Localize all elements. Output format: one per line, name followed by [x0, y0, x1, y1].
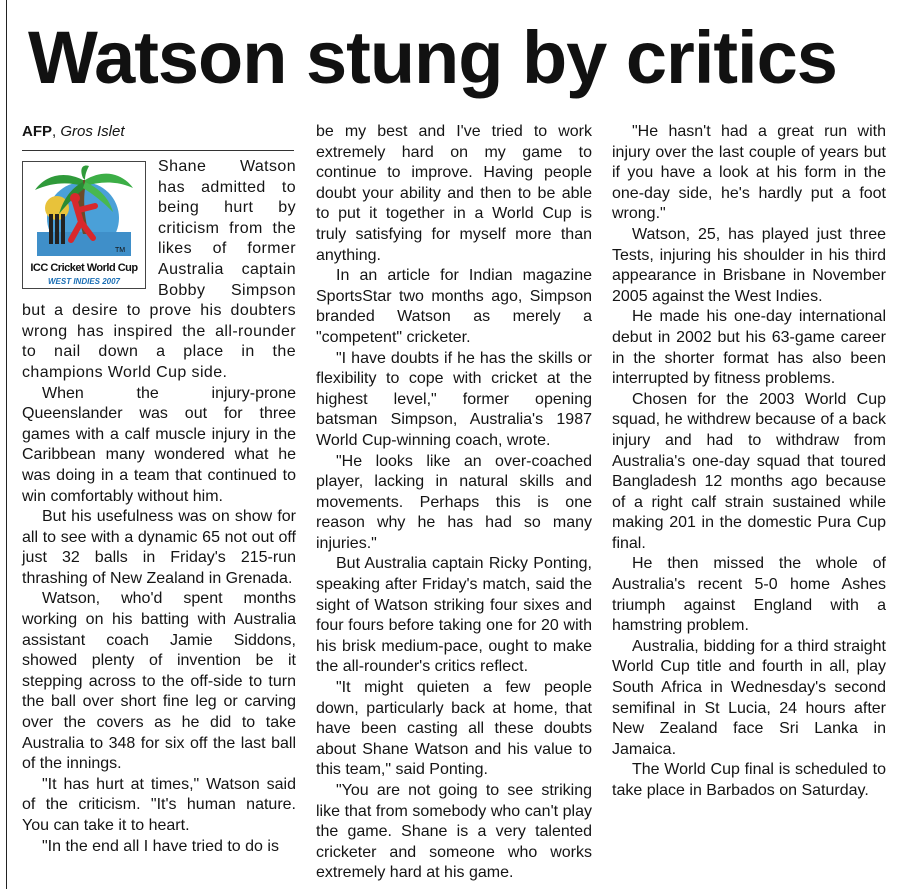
- palm-tree-logo-icon: [23, 162, 145, 258]
- paragraph: "He looks like an over-coached player, lacking in natural skills and movements. Perhaps this is one reason why he has had so many injuries.": [316, 452, 592, 552]
- paragraph: "In the end all I have tried to do is: [42, 837, 279, 855]
- paragraph: "He hasn't had a great run with injury over the last couple of years but if you have a look at his form in the one-day side, he's hardly put a foot wrong.": [612, 123, 886, 223]
- paragraph: But his usefulness was on show for all to see with a dynamic 65 not out off just 32 balls in Friday's 215-run thrashing of New Zealand in Grenada.: [22, 508, 296, 587]
- article-column-1: [22, 122, 296, 857]
- logo-subtitle: WEST INDIES 2007: [47, 277, 121, 286]
- paragraph: "I have doubts if he has the skills or flexibility to cope with cricket at the highest level," former opening batsman Simpson, Australia's 1987 World Cup-winning coach, wrote.: [316, 349, 592, 449]
- paragraph: But Australia captain Ricky Ponting, speaking after Friday's match, said the sight of Watson striking four sixes and four fours before taking one for 20 with his brisk medium-pace, ought to make the all-rounder's critics reflect.: [316, 555, 592, 676]
- paragraph: Watson, who'd spent months working on his batting with Australia assistant coach Jamie Siddons, showed plenty of invention be it stepping across to the off-side to turn the ball over short fine leg or carving over the covers as he did to take Australia to 348 for six off the last ball of the innings.: [22, 590, 296, 773]
- dateline-agency: AFP: [22, 123, 52, 140]
- paragraph: "It might quieten a few people down, particularly back at home, that have been casting all these doubts about Shane Watson and his value to this team," said Ponting.: [316, 679, 592, 779]
- paragraph: When the injury-prone Queenslander was out for three games with a calf muscle injury in the Caribbean many wondered what he was doing in a team that continued to win comfortably without him.: [22, 384, 296, 505]
- paragraph: He then missed the whole of Australia's recent 5-0 home Ashes triumph against England with a hamstring problem.: [612, 555, 886, 635]
- article-column-3: [612, 122, 886, 802]
- dateline-place: Gros Islet: [60, 123, 125, 140]
- paragraph: Australia, bidding for a third straight World Cup title and fourth in all, play South Africa in Wednesday's second semifinal in St Lucia, 24 hours after New Zealand face Sri Lanka in Jamaica.: [612, 637, 886, 758]
- world-cup-logo: [22, 161, 146, 289]
- article-column-2: [316, 122, 592, 884]
- paragraph: Shane Watson has admitted to being hurt by criticism from the likes of former Australia captain Bobby Simpson but a desire to prove his doubters wrong has inspired the all-rounder to nail down a place in the champions World Cup side.: [22, 158, 296, 381]
- paragraph: Chosen for the 2003 World Cup squad, he withdrew because of a back injury and had to withdraw from Australia's one-day squad that toured Bangladesh 12 months ago because of a right calf strain sustained while making 201 in the domestic Pura Cup final.: [612, 390, 886, 552]
- headline: Watson stung by critics: [28, 16, 837, 99]
- trademark-mark: TM: [115, 247, 126, 254]
- paragraph: Watson, 25, has played just three Tests, injuring his shoulder in his third appearance in Brisbane in November 2005 against the West Indies.: [612, 225, 886, 305]
- paragraph: In an article for Indian magazine SportsStar two months ago, Simpson branded Watson as merely a "competent" cricketer.: [316, 267, 592, 346]
- dateline-rule: [22, 150, 294, 151]
- paragraph: "You are not going to see striking like that from somebody who can't play the game. Shane is a very talented cricketer and someone who works extremely hard at his game.: [316, 782, 592, 882]
- left-column-rule: [6, 0, 7, 889]
- dateline: AFP, Gros Islet: [22, 123, 125, 140]
- paragraph: He made his one-day international debut in 2002 but his 63-game career in the shorter format has also been interrupted by fitness problems.: [612, 308, 886, 388]
- paragraph: be my best and I've tried to work extremely hard on my game to continue to improve. Having people doubt your ability and then to be able to put it together in a World Cup is truly satisfying for myself more than anything.: [316, 123, 592, 264]
- logo-title: ICC Cricket World Cup: [30, 262, 138, 274]
- paragraph: The World Cup final is scheduled to take place in Barbados on Saturday.: [612, 761, 886, 799]
- paragraph: "It has hurt at times," Watson said of the criticism. "It's human nature. You can take it to heart.: [22, 775, 296, 834]
